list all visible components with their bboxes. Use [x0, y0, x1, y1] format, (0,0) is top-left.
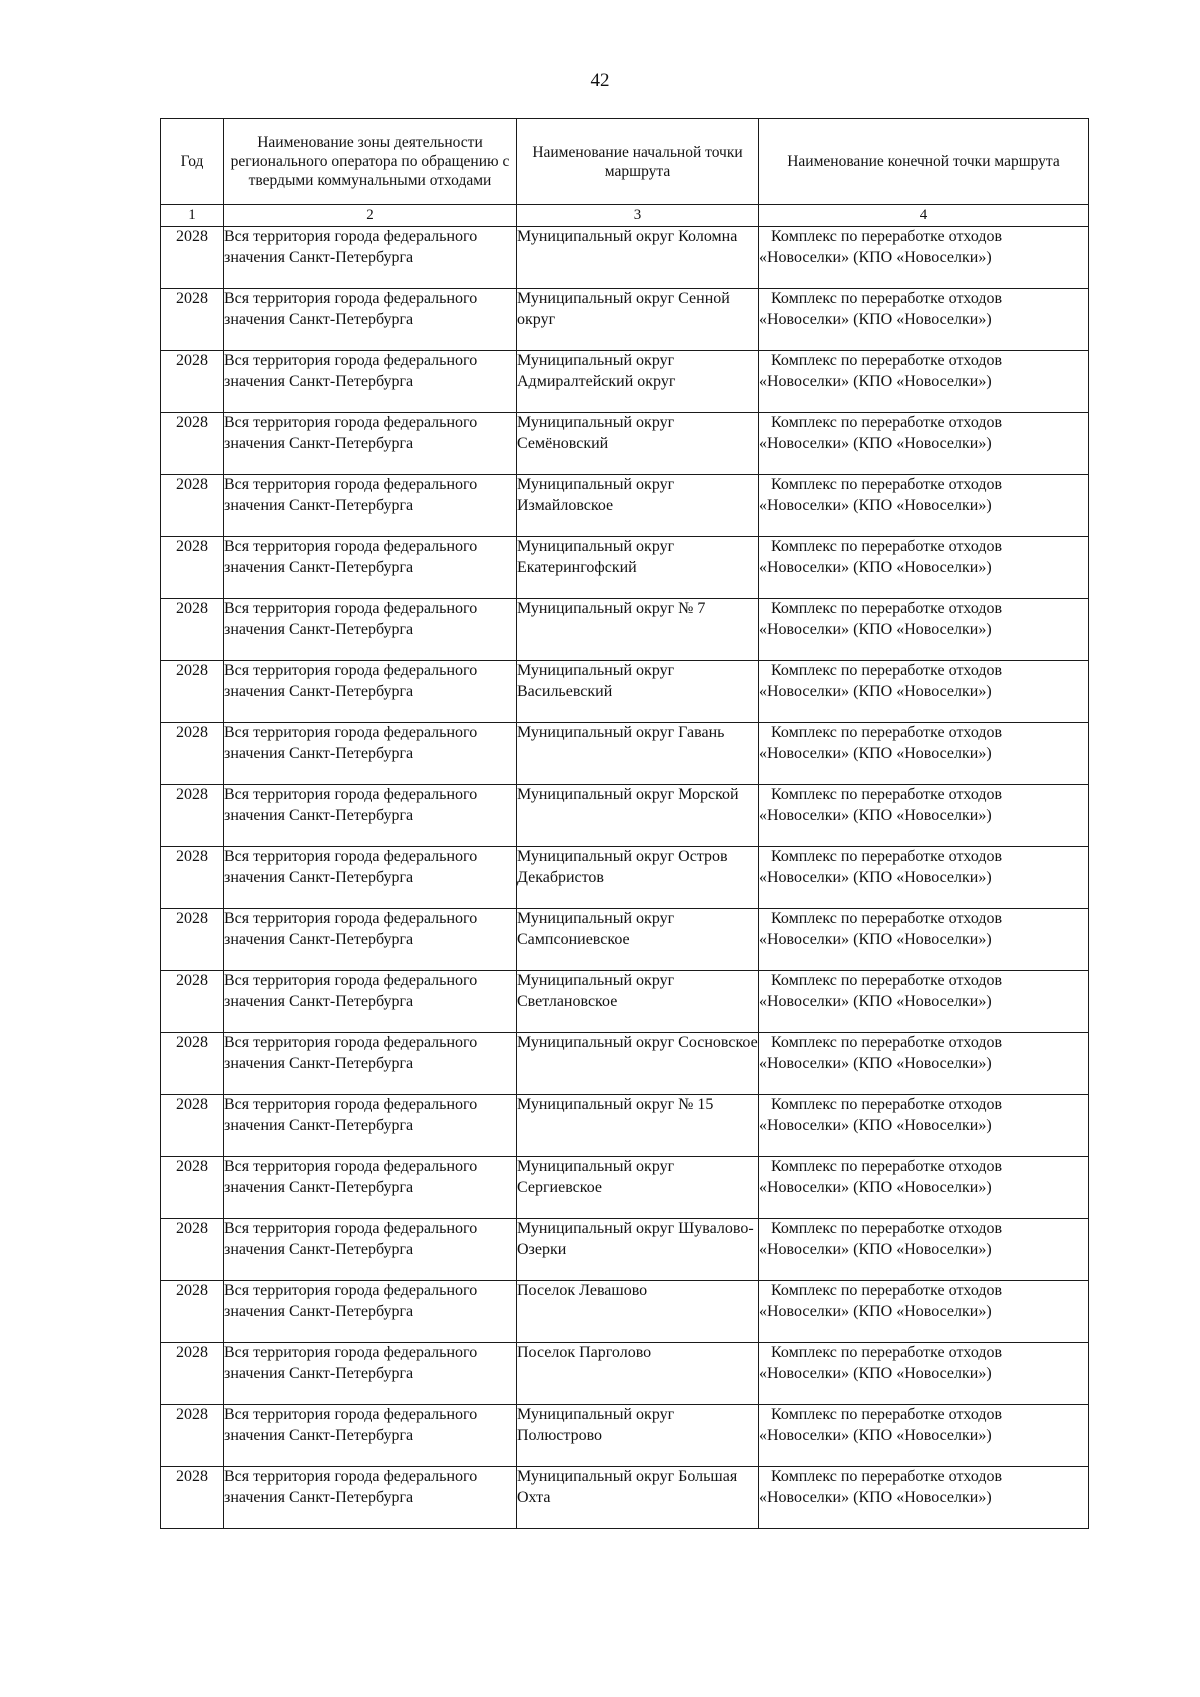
header-year: Год [161, 119, 224, 205]
zone-cell: Вся территория города федерального значения Санкт-Петербурга [224, 1343, 517, 1405]
zone-cell: Вся территория города федерального значения Санкт-Петербурга [224, 1467, 517, 1529]
start-point-cell: Муниципальный округ № 15 [517, 1095, 759, 1157]
year-cell: 2028 [161, 289, 224, 351]
end-point-cell: Комплекс по переработке отходов «Новоселки» (КПО «Новоселки») [759, 1219, 1089, 1281]
year-cell: 2028 [161, 909, 224, 971]
table-row [161, 475, 1089, 537]
year-cell: 2028 [161, 475, 224, 537]
end-point-cell: Комплекс по переработке отходов «Новоселки» (КПО «Новоселки») [759, 1467, 1089, 1529]
zone-cell: Вся территория города федерального значения Санкт-Петербурга [224, 227, 517, 289]
table-row [161, 847, 1089, 909]
zone-cell: Вся территория города федерального значения Санкт-Петербурга [224, 1157, 517, 1219]
start-point-cell: Муниципальный округ Гавань [517, 723, 759, 785]
header-end-point: Наименование конечной точки маршрута [759, 119, 1089, 205]
start-point-cell: Муниципальный округ Большая Охта [517, 1467, 759, 1529]
start-point-cell: Поселок Парголово [517, 1343, 759, 1405]
zone-cell: Вся территория города федерального значения Санкт-Петербурга [224, 661, 517, 723]
zone-cell: Вся территория города федерального значения Санкт-Петербурга [224, 413, 517, 475]
table-row [161, 723, 1089, 785]
table-row [161, 909, 1089, 971]
end-point-cell: Комплекс по переработке отходов «Новоселки» (КПО «Новоселки») [759, 1343, 1089, 1405]
column-number: 4 [759, 205, 1089, 227]
table-body [161, 227, 1089, 1529]
start-point-cell: Муниципальный округ Сенной округ [517, 289, 759, 351]
end-point-cell: Комплекс по переработке отходов «Новоселки» (КПО «Новоселки») [759, 661, 1089, 723]
end-point-cell: Комплекс по переработке отходов «Новоселки» (КПО «Новоселки») [759, 847, 1089, 909]
end-point-cell: Комплекс по переработке отходов «Новоселки» (КПО «Новоселки») [759, 227, 1089, 289]
table-row [161, 1157, 1089, 1219]
end-point-cell: Комплекс по переработке отходов «Новоселки» (КПО «Новоселки») [759, 475, 1089, 537]
column-number: 3 [517, 205, 759, 227]
year-cell: 2028 [161, 1405, 224, 1467]
end-point-cell: Комплекс по переработке отходов «Новоселки» (КПО «Новоселки») [759, 723, 1089, 785]
zone-cell: Вся территория города федерального значения Санкт-Петербурга [224, 971, 517, 1033]
table-row [161, 1405, 1089, 1467]
year-cell: 2028 [161, 847, 224, 909]
page-number: 42 [590, 70, 610, 91]
end-point-cell: Комплекс по переработке отходов «Новоселки» (КПО «Новоселки») [759, 785, 1089, 847]
year-cell: 2028 [161, 723, 224, 785]
end-point-cell: Комплекс по переработке отходов «Новоселки» (КПО «Новоселки») [759, 1033, 1089, 1095]
start-point-cell: Поселок Левашово [517, 1281, 759, 1343]
zone-cell: Вся территория города федерального значения Санкт-Петербурга [224, 599, 517, 661]
table-row [161, 1033, 1089, 1095]
start-point-cell: Муниципальный округ Остров Декабристов [517, 847, 759, 909]
year-cell: 2028 [161, 1467, 224, 1529]
end-point-cell: Комплекс по переработке отходов «Новоселки» (КПО «Новоселки») [759, 599, 1089, 661]
end-point-cell: Комплекс по переработке отходов «Новоселки» (КПО «Новоселки») [759, 413, 1089, 475]
end-point-cell: Комплекс по переработке отходов «Новоселки» (КПО «Новоселки») [759, 1405, 1089, 1467]
year-cell: 2028 [161, 413, 224, 475]
year-cell: 2028 [161, 1343, 224, 1405]
table-row [161, 351, 1089, 413]
table-row [161, 1095, 1089, 1157]
column-number-row [161, 205, 1089, 227]
year-cell: 2028 [161, 971, 224, 1033]
zone-cell: Вся территория города федерального значения Санкт-Петербурга [224, 909, 517, 971]
start-point-cell: Муниципальный округ Полюстрово [517, 1405, 759, 1467]
year-cell: 2028 [161, 1281, 224, 1343]
zone-cell: Вся территория города федерального значения Санкт-Петербурга [224, 1281, 517, 1343]
start-point-cell: Муниципальный округ Васильевский [517, 661, 759, 723]
start-point-cell: Муниципальный округ Светлановское [517, 971, 759, 1033]
zone-cell: Вся территория города федерального значения Санкт-Петербурга [224, 289, 517, 351]
table-row [161, 1343, 1089, 1405]
zone-cell: Вся территория города федерального значения Санкт-Петербурга [224, 537, 517, 599]
table-row [161, 1219, 1089, 1281]
year-cell: 2028 [161, 227, 224, 289]
table-row [161, 661, 1089, 723]
end-point-cell: Комплекс по переработке отходов «Новоселки» (КПО «Новоселки») [759, 1281, 1089, 1343]
table-row [161, 785, 1089, 847]
table-row [161, 537, 1089, 599]
start-point-cell: Муниципальный округ Морской [517, 785, 759, 847]
start-point-cell: Муниципальный округ Сосновское [517, 1033, 759, 1095]
year-cell: 2028 [161, 1157, 224, 1219]
table-row [161, 289, 1089, 351]
start-point-cell: Муниципальный округ Сампсониевское [517, 909, 759, 971]
end-point-cell: Комплекс по переработке отходов «Новоселки» (КПО «Новоселки») [759, 1095, 1089, 1157]
header-zone: Наименование зоны деятельности регионального оператора по обращению с твердыми коммунальными отходами [224, 119, 517, 205]
end-point-cell: Комплекс по переработке отходов «Новоселки» (КПО «Новоселки») [759, 971, 1089, 1033]
end-point-cell: Комплекс по переработке отходов «Новоселки» (КПО «Новоселки») [759, 351, 1089, 413]
table-row [161, 971, 1089, 1033]
zone-cell: Вся территория города федерального значения Санкт-Петербурга [224, 1033, 517, 1095]
year-cell: 2028 [161, 785, 224, 847]
table-row [161, 1467, 1089, 1529]
end-point-cell: Комплекс по переработке отходов «Новоселки» (КПО «Новоселки») [759, 909, 1089, 971]
zone-cell: Вся территория города федерального значения Санкт-Петербурга [224, 785, 517, 847]
start-point-cell: Муниципальный округ Сергиевское [517, 1157, 759, 1219]
header-row [161, 119, 1089, 205]
year-cell: 2028 [161, 1095, 224, 1157]
header-start-point: Наименование начальной точки маршрута [517, 119, 759, 205]
year-cell: 2028 [161, 1033, 224, 1095]
zone-cell: Вся территория города федерального значения Санкт-Петербурга [224, 723, 517, 785]
zone-cell: Вся территория города федерального значения Санкт-Петербурга [224, 1219, 517, 1281]
column-number: 2 [224, 205, 517, 227]
zone-cell: Вся территория города федерального значения Санкт-Петербурга [224, 847, 517, 909]
start-point-cell: Муниципальный округ № 7 [517, 599, 759, 661]
column-number: 1 [161, 205, 224, 227]
start-point-cell: Муниципальный округ Адмиралтейский округ [517, 351, 759, 413]
zone-cell: Вся территория города федерального значения Санкт-Петербурга [224, 1405, 517, 1467]
table-row [161, 227, 1089, 289]
start-point-cell: Муниципальный округ Измайловское [517, 475, 759, 537]
year-cell: 2028 [161, 351, 224, 413]
year-cell: 2028 [161, 599, 224, 661]
end-point-cell: Комплекс по переработке отходов «Новоселки» (КПО «Новоселки») [759, 537, 1089, 599]
table-row [161, 1281, 1089, 1343]
table-row [161, 599, 1089, 661]
year-cell: 2028 [161, 537, 224, 599]
zone-cell: Вся территория города федерального значения Санкт-Петербурга [224, 351, 517, 413]
end-point-cell: Комплекс по переработке отходов «Новоселки» (КПО «Новоселки») [759, 1157, 1089, 1219]
start-point-cell: Муниципальный округ Екатерингофский [517, 537, 759, 599]
zone-cell: Вся территория города федерального значения Санкт-Петербурга [224, 1095, 517, 1157]
year-cell: 2028 [161, 1219, 224, 1281]
zone-cell: Вся территория города федерального значения Санкт-Петербурга [224, 475, 517, 537]
start-point-cell: Муниципальный округ Семёновский [517, 413, 759, 475]
start-point-cell: Муниципальный округ Коломна [517, 227, 759, 289]
table-row [161, 413, 1089, 475]
route-table [160, 118, 1089, 1529]
end-point-cell: Комплекс по переработке отходов «Новоселки» (КПО «Новоселки») [759, 289, 1089, 351]
year-cell: 2028 [161, 661, 224, 723]
start-point-cell: Муниципальный округ Шувалово-Озерки [517, 1219, 759, 1281]
